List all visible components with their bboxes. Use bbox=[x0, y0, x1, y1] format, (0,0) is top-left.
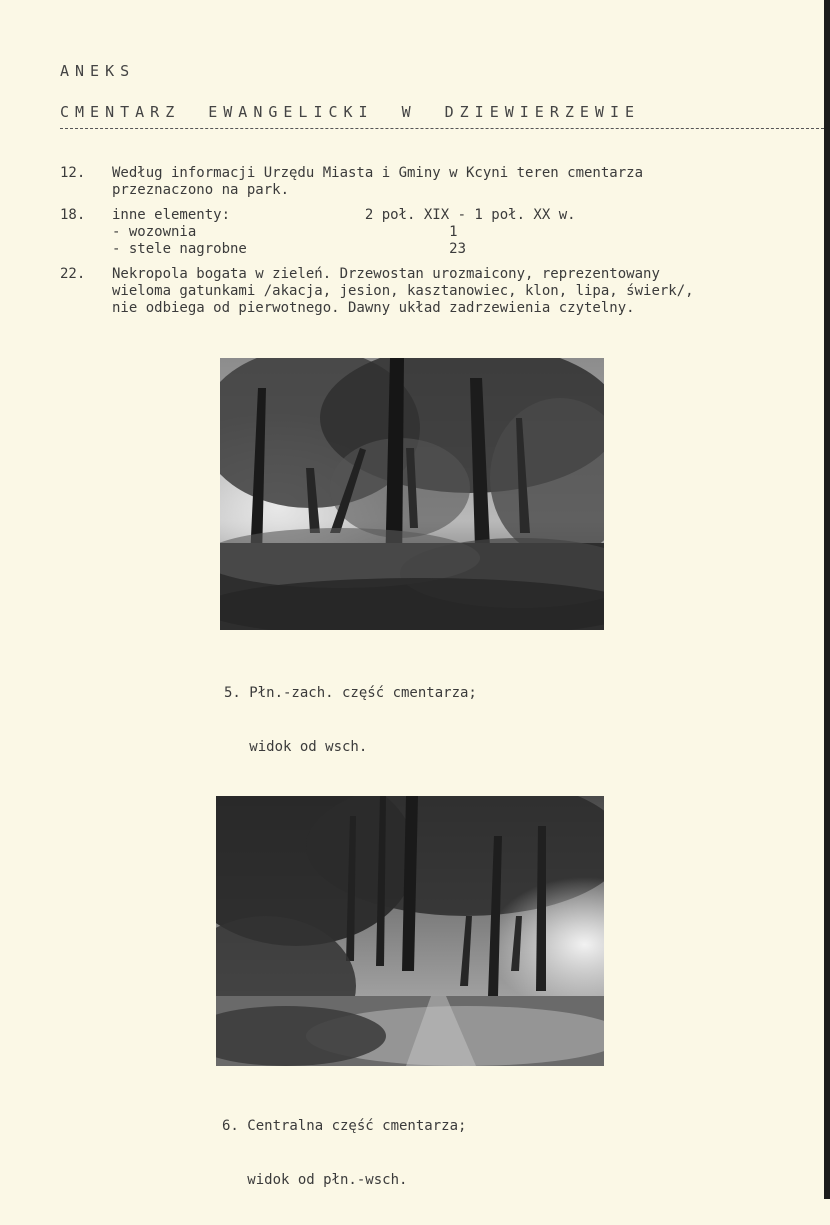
photo-5 bbox=[220, 358, 604, 630]
entry-line: Według informacji Urzędu Miasta i Gminy w Kcyni teren cmentarza bbox=[112, 165, 644, 181]
photo-6 bbox=[216, 796, 604, 1066]
caption-line: widok od wsch. bbox=[224, 739, 368, 755]
title-word: W bbox=[401, 103, 417, 121]
title-word: DZIEWIERZEWIE bbox=[444, 103, 641, 121]
caption-line: 6. Centralna część cmentarza; bbox=[222, 1118, 467, 1134]
entry-number: 22. bbox=[60, 266, 86, 282]
entry-line: wieloma gatunkami /akacja, jesion, kasztanowiec, klon, lipa, świerk/, bbox=[112, 283, 694, 299]
section-heading: ANEKS bbox=[60, 62, 136, 80]
title-word: EWANGELICKI bbox=[208, 103, 374, 121]
entry-line: inne elementy: 2 poł. XIX - 1 poł. XX w. bbox=[112, 207, 576, 223]
photo-6-image bbox=[216, 796, 604, 1066]
entry-line: - stele nagrobne 23 bbox=[112, 241, 467, 257]
entry-line: nie odbiega od pierwotnego. Dawny układ zadrzewienia czytelny. bbox=[112, 300, 635, 316]
title-underline bbox=[60, 128, 824, 129]
caption-line: 5. Płn.-zach. część cmentarza; bbox=[224, 685, 477, 701]
photo-6-caption bbox=[222, 1081, 466, 1225]
title-word: CMENTARZ bbox=[60, 103, 181, 121]
scan-edge bbox=[824, 0, 830, 1199]
photo-5-image bbox=[220, 358, 604, 630]
entry-number: 12. bbox=[60, 165, 86, 181]
entry-line: - wozownia 1 bbox=[112, 224, 458, 240]
entry-number: 18. bbox=[60, 207, 86, 223]
photo-5-caption bbox=[224, 648, 477, 792]
entry-line: przeznaczono na park. bbox=[112, 182, 290, 198]
entry-line: Nekropola bogata w zieleń. Drzewostan urozmaicony, reprezentowany bbox=[112, 266, 660, 282]
document-title bbox=[60, 103, 640, 121]
caption-line: widok od płn.-wsch. bbox=[222, 1172, 408, 1188]
